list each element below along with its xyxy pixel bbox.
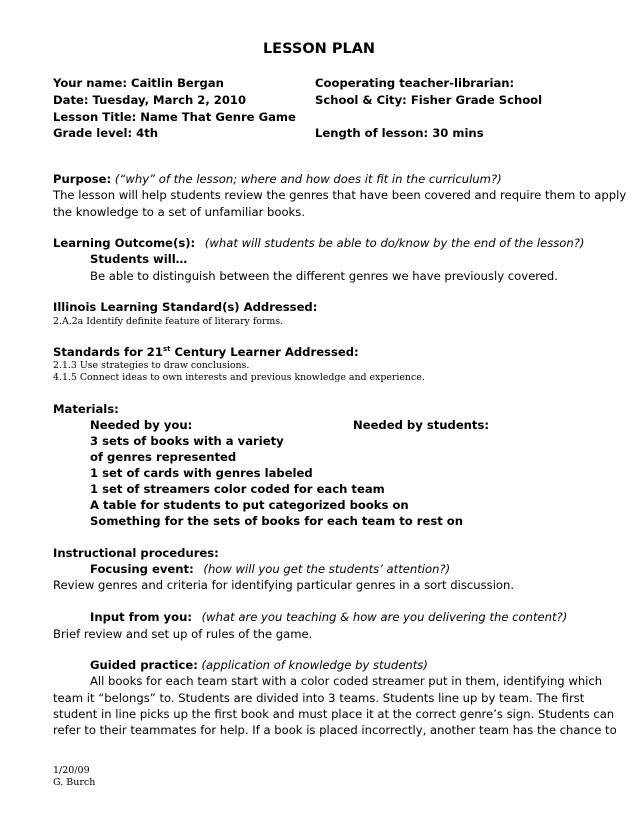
focusing-text: Review genres and criteria for identifying particular genres in a sort discussion. [53,578,515,592]
lesson-date: Date: Tuesday, March 2, 2010 [53,93,247,107]
purpose-line: The lesson will help students review the genres that have been covered and require them to apply [53,188,627,202]
outcomes-label: Learning Outcome(s): [53,236,196,250]
standard-item: 2.1.3 Use strategies to draw conclusions. [53,360,250,371]
material-item: Something for the sets of books for each team to rest on [90,514,464,528]
focusing-label: Focusing event: [90,562,194,576]
standard-item: 4.1.5 Connect ideas to own interests and previous knowledge and experience. [53,372,425,383]
purpose-prompt: (“why” of the lesson; where and how does it fit in the curriculum?) [114,172,502,186]
procedures-heading: Instructional procedures: [53,546,219,560]
guided-practice [90,657,428,674]
material-item: of genres represented [90,450,237,464]
guided-label: Guided practice: [90,658,198,672]
materials-heading: Materials: [53,402,119,416]
cooperating-teacher: Cooperating teacher-librarian: [315,76,515,90]
material-item: 1 set of cards with genres labeled [90,466,313,480]
standards21-post: Century Learner Addressed: [170,345,359,359]
standards21-pre: Standards for 21 [53,345,163,359]
grade-level: Grade level: 4th [53,126,159,140]
guided-line: refer to their teammates for help. If a book is placed incorrectly, another team has the chance to [53,723,617,737]
input-prompt: (what are you teaching & how are you delivering the content?) [201,610,568,624]
standards21-sup: st [162,345,171,354]
illinois-standard: 2.A.2a Identify definite feature of literary forms. [53,316,284,327]
school-city: School & City: Fisher Grade School [315,93,543,107]
outcomes-heading [53,235,584,252]
input-from-you [90,609,567,626]
needed-by-you: Needed by you: [90,418,193,432]
input-label: Input from you: [90,610,192,624]
needed-by-students: Needed by students: [353,418,490,432]
students-will: Students will… [90,252,188,266]
purpose-heading [53,171,502,188]
page-title: LESSON PLAN [262,41,376,57]
input-text: Brief review and set up of rules of the game. [53,627,313,641]
focusing-prompt: (how will you get the students’ attention?) [203,562,451,576]
footer-author: G. Burch [53,777,96,788]
your-name: Your name: Caitlin Bergan [53,76,224,90]
guided-prompt: (application of knowledge by students) [201,658,428,672]
guided-line: student in line picks up the first book and must place it at the correct genre’s sign. Students can [53,707,615,721]
illinois-heading: Illinois Learning Standard(s) Addressed: [53,300,318,314]
guided-line: All books for each team start with a color coded streamer put in them, identifying which [90,674,603,688]
standards21-heading [53,344,359,361]
material-item: 1 set of streamers color coded for each team [90,482,385,496]
focusing-event [90,561,450,578]
purpose-label: Purpose: [53,172,112,186]
lesson-title: Lesson Title: Name That Genre Game [53,110,296,124]
material-item: A table for students to put categorized books on [90,498,409,512]
material-item: 3 sets of books with a variety [90,434,284,448]
footer-date: 1/20/09 [53,765,90,776]
purpose-line: the knowledge to a set of unfamiliar books. [53,205,305,219]
guided-line: team it “belongs” to. Students are divided into 3 teams. Students line up by team. The first [53,691,585,705]
outcomes-prompt: (what will students be able to do/know by the end of the lesson?) [204,236,585,250]
outcome-line: Be able to distinguish between the different genres we have previously covered. [90,269,558,283]
lesson-length: Length of lesson: 30 mins [315,126,484,140]
